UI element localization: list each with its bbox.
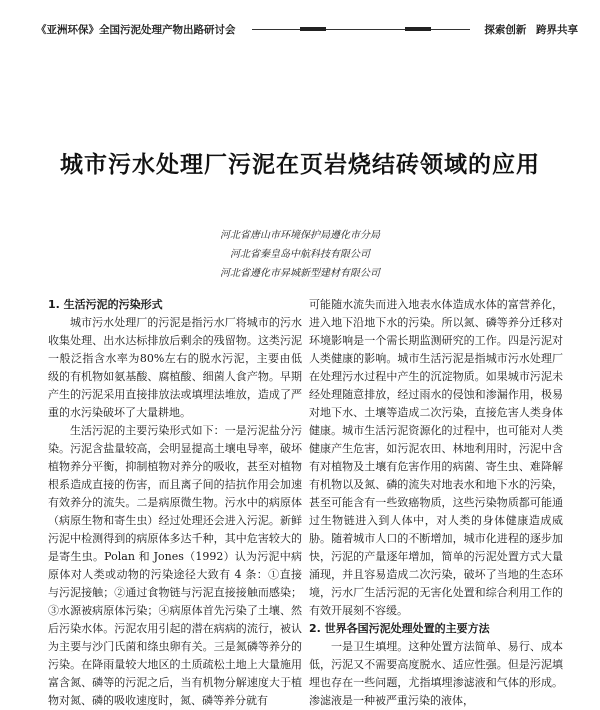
body-paragraph: 城市污水处理厂的污泥是指污水厂将城市的污水收集处理、出水达标排放后剩余的残留物。这类污泥一般泛指含水率为80%左右的脱水污泥，主要由低级的有机物如氨基酸、腐植酸、细菌人食产物。早期产生的污泥采用直接排放法或填埋法堆放，造成了严重的水污染破坏了大量耕地。 (48, 316, 302, 419)
section-heading: 1. 生活污泥的污染形式 (48, 298, 163, 311)
right-column (309, 296, 563, 710)
body-paragraph: 可能随水流失而进入地表水体造成水体的富营养化，进入地下沿地下水的污染。所以氮、磷等养分迁移对环境影响是一个需长期监测研究的工作。四是污泥对人类健康的影响。城市生活污泥是指城市污水处理厂在处理污水过程中产生的沉淀物质。如果城市污泥未经处理随意排放，经过雨水的侵蚀和渗漏作用，极易对地下水、土壤等造成二次污染，直接危害人类身体健康。城市生活污泥资源化的过程中，也可能对人类健康产生危害，如污泥农田、林地利用时，污泥中含有对植物及土壤有危害作用的病菌、寄生虫、难降解有机物以及氮、磷的流失对地表水和地下水的污染，甚至可能含有一些致癌物质，这些污染物质都可能通过生物链进入到人体中，对人类的身体健康造成威胁。随着城市人口的不断增加，城市化进程的逐步加快，污泥的产量逐年增加，简单的污泥处置方式大量涌现，并且容易造成二次污染，破坏了当地的生态环境，污水厂生活污泥的无害化处置和综合利用工作的有效开展刻不容缓。 (309, 298, 563, 617)
affiliation-line: 河北省遵化市昇城新型建材有限公司 (220, 268, 380, 279)
header-slogan: 探索创新 跨界共享 (484, 23, 578, 36)
body-paragraph: 一是卫生填埋。这种处置方法简单、易行、成本低，污泥又不需要高度脱水、适应性强。但是污泥填埋也存在一些问题，尤指填埋渗滤液和气体的形成。渗滤液是一种被严重污染的液体， (309, 640, 563, 707)
body-paragraph: 生活污泥的主要污染形式如下：一是污泥盐分污染。污泥含盐量较高，会明显提高土壤电导率，破坏植物养分平衡，抑制植物对养分的吸收，甚至对植物根系造成直接的伤害，而且离子间的拮抗作用会加速有效养分的流失。二是病原微生物。污水中的病原体（病原生物和寄生虫）经过处理还会进入污泥。新鲜污泥中检测得到的病原体多达千种，其中危害较大的是寄生虫。Polan 和 Jones（1992）认为污泥中病原体对人类或动物的污染途径大致有 4 条：①直接与污泥接触；②通过食物链与污泥直接接触而感染；③水源被病原体污染；④病原体首先污染了土壤、然后污染水体。污泥农用引起的潜在病病的流行，被认为主要与沙门氏菌和绦虫卵有关。三是氮磷等养分的污染。在降雨量较大地区的土质疏松土地上大量施用富含氮、磷等的污泥之后，当有机物分解速度大于植物对氮、磷的吸收速度时，氮、磷等养分就有 (48, 424, 302, 707)
header-rule-mark (300, 27, 326, 31)
affiliation-line: 河北省唐山市环境保护局遵化市分局 (220, 230, 380, 241)
header-conference-name: 《亚洲环保》全国污泥处理产物出路研讨会 (36, 23, 236, 36)
section-heading: 2. 世界各国污泥处理处置的主要方法 (309, 622, 490, 635)
header-rule (252, 29, 471, 30)
affiliation-line: 河北省秦皇岛中航科技有限公司 (230, 249, 370, 260)
header-rule-mark (405, 27, 431, 31)
affiliations (0, 226, 600, 283)
left-column (48, 296, 302, 710)
running-header (36, 20, 578, 38)
paper-title: 城市污水处理厂污泥在页岩烧结砖领域的应用 (60, 151, 540, 178)
